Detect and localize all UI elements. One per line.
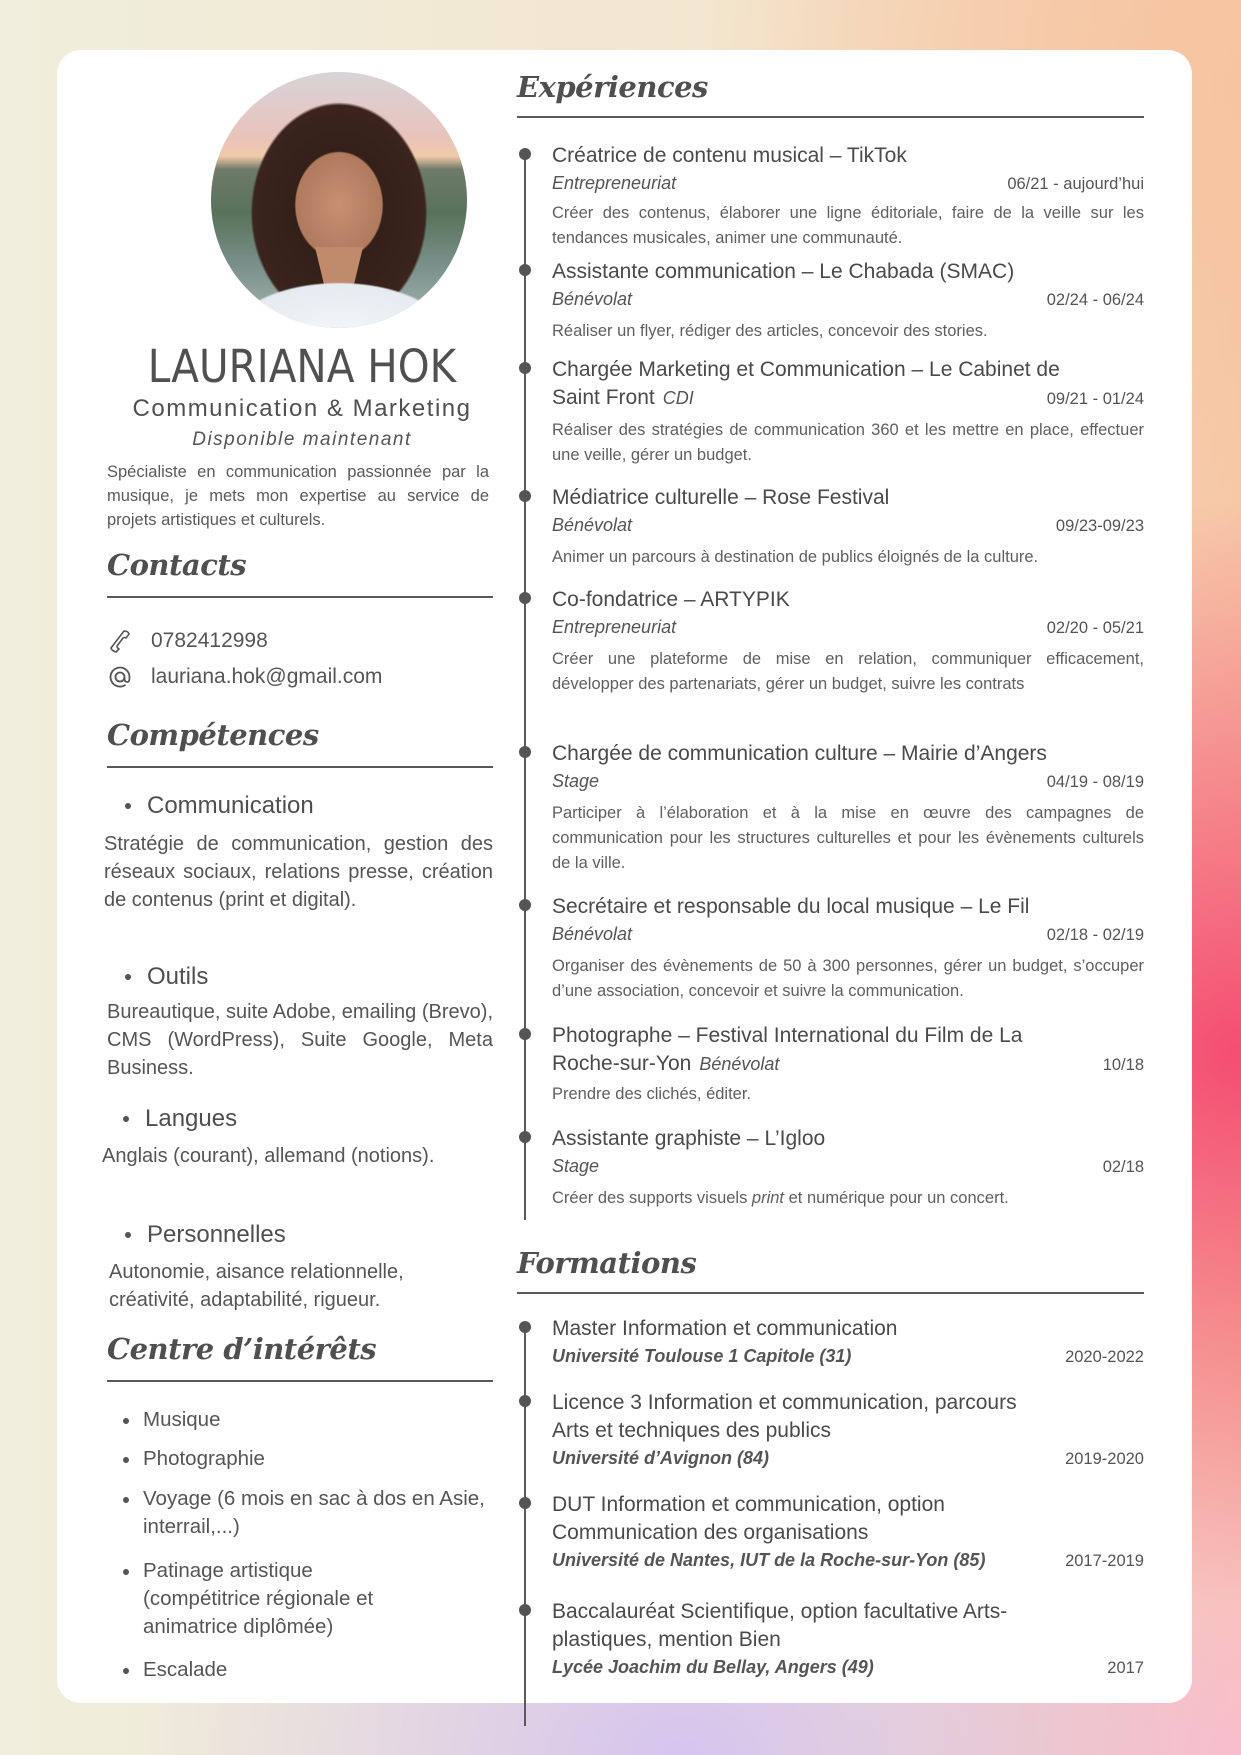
experience-desc-part: Créer des supports visuels [552,1189,752,1207]
availability-status: Disponible maintenant [192,429,412,450]
interests-heading: Centre d’intérêts [107,1332,493,1382]
experience-title-text: Chargée Marketing et Communication – Le Cabinet de Saint Front [552,358,1060,409]
skill-group-desc: Anglais (courant), allemand (notions). [102,1145,435,1167]
at-icon [107,664,151,690]
interest-item: Patinage artistique (compétitrice régionale et animatrice diplômée) [143,1557,433,1641]
cv-card [57,50,1192,1703]
experience-type: Stage [552,1156,600,1176]
email-link[interactable]: lauriana.hok@gmail.com [151,665,383,688]
experience-desc: Prendre des clichés, éditer. [552,1085,752,1103]
experience-desc: Réaliser un flyer, rédiger des articles, concevoir des stories. [552,322,988,340]
timeline-dot-icon [519,490,531,502]
experience-title: Co-fondatrice – ARTYPIK [552,588,790,611]
education-date: 2017 [1107,1659,1144,1677]
timeline-dot-icon [519,264,531,276]
contact-email [107,664,382,690]
education-title: Master Information et communication [552,1317,898,1340]
timeline-dot-icon [519,1497,531,1509]
skill-group-title [125,1221,286,1249]
skill-group-label: Communication [147,792,314,819]
experience-date: 02/18 - 02/19 [1046,926,1144,944]
profile-summary: Spécialiste en communication passionnée par la musique, je mets mon expertise au service de projets artistiques et culturels. [107,463,489,529]
timeline-dot-icon [519,1028,531,1040]
education-entry [517,1315,1144,1370]
timeline-dot-icon [519,1604,531,1616]
candidate-name: LAURIANA HOK [147,340,457,393]
skills-heading: Compétences [107,718,493,768]
profile-photo [211,72,467,328]
photo-shirt-shape [211,248,467,328]
education-date: 2019-2020 [1065,1450,1144,1468]
experience-entry [517,586,1144,697]
experience-title: Médiatrice culturelle – Rose Festival [552,486,890,509]
skill-group-label: Langues [145,1105,238,1132]
experience-type: Entrepreneuriat [552,617,677,637]
candidate-title: Communication & Marketing [132,395,472,422]
interest-item: Voyage (6 mois en sac à dos en Asie, interrail,...) [143,1485,493,1541]
experience-type: Stage [552,771,600,791]
phone-icon [107,628,151,654]
education-title: Licence 3 Information et communication, parcours Arts et techniques des publics [552,1391,1017,1442]
experience-entry [517,740,1144,876]
education-date: 2017-2019 [1065,1552,1144,1570]
experience-date: 02/24 - 06/24 [1046,291,1144,309]
timeline-dot-icon [519,592,531,604]
contacts-heading: Contacts [107,548,493,598]
timeline-dot-icon [519,1131,531,1143]
experience-desc: Créer une plateforme de mise en relation, communiquer efficacement, développer des partenariats, gérer un budget, suivre les contrats [552,650,1144,693]
experience-title: Créatrice de contenu musical – TikTok [552,144,907,167]
experience-desc-part: et numérique pour un concert. [784,1189,1009,1207]
education-school: Université Toulouse 1 Capitole (31) [552,1346,852,1366]
experience-type: Bénévolat [699,1054,780,1074]
interest-item: Escalade [143,1656,493,1684]
timeline-dot-icon [519,362,531,374]
skill-group-title [125,792,314,820]
experience-desc-emphasis: print [751,1189,785,1207]
education-title: Baccalauréat Scientifique, option facultative Arts-plastiques, mention Bien [552,1600,1008,1651]
experience-date: 04/19 - 08/19 [1046,773,1144,791]
experience-entry [517,1022,1144,1107]
bullet-icon [125,1232,131,1238]
experience-title [552,1022,1072,1078]
experience-title-text: Photographe – Festival International du Film de La Roche-sur-Yon [552,1024,1023,1075]
experience-title: Assistante graphiste – L’Igloo [552,1127,826,1150]
experience-type: Bénévolat [552,515,633,535]
experience-type: Bénévolat [552,924,633,944]
skill-group-label: Personnelles [147,1221,286,1248]
experience-desc: Réaliser des stratégies de communication 360 et les mettre en place, effectuer une veille, gérer un budget. [552,421,1144,464]
education-school: Université de Nantes, IUT de la Roche-sur-Yon (85) [552,1550,986,1570]
experience-desc: Créer des contenus, élaborer une ligne éditoriale, faire de la veille sur les tendances musicales, animer une communauté. [552,204,1144,247]
skill-group-title [125,963,208,991]
experience-entry [517,356,1144,468]
experience-entry [517,142,1144,251]
skill-group-desc: Bureautique, suite Adobe, emailing (Brevo), CMS (WordPress), Suite Google, Meta Business. [107,1001,493,1079]
education-school: Lycée Joachim du Bellay, Angers (49) [552,1657,874,1677]
experience-title: Chargée de communication culture – Mairie d’Angers [552,742,1047,765]
experience-title: Assistante communication – Le Chabada (SMAC) [552,260,1015,283]
timeline-dot-icon [519,1321,531,1333]
bullet-icon [125,803,131,809]
experience-date: 10/18 [1102,1056,1144,1074]
experiences-heading: Expériences [517,70,1144,118]
education-entry [517,1598,1144,1681]
timeline-dot-icon [519,1395,531,1407]
bullet-icon [123,1116,129,1122]
education-school: Université d’Avignon (84) [552,1448,770,1468]
phone-link[interactable]: 0782412998 [151,629,268,652]
timeline-dot-icon [519,746,531,758]
experience-desc: Organiser des évènements de 50 à 300 personnes, gérer un budget, s’occuper d’une association, concevoir et suivre la communication. [552,957,1144,1000]
experience-entry [517,893,1144,1004]
experience-desc: Participer à l’élaboration et à la mise en œuvre des campagnes de communication pour les structures culturelles et pour les évènements culturels de la ville. [552,804,1144,872]
experience-date: 02/20 - 05/21 [1046,619,1144,637]
skill-group-desc: Stratégie de communication, gestion des réseaux sociaux, relations presse, création de contenus (print et digital). [104,833,493,911]
skill-group-title [123,1105,237,1133]
education-entry [517,1491,1144,1574]
experience-entry [517,258,1144,344]
education-heading: Formations [517,1246,1144,1294]
interest-item: Photographie [143,1445,493,1473]
education-entry [517,1389,1144,1472]
timeline-dot-icon [519,148,531,160]
contact-phone [107,628,268,654]
experience-desc [552,1186,1144,1211]
education-date: 2020-2022 [1065,1348,1144,1366]
timeline-dot-icon [519,899,531,911]
skill-group-desc: Autonomie, aisance relationnelle, créativité, adaptabilité, rigueur. [109,1261,404,1311]
experience-date: 09/21 - 01/24 [1046,390,1144,408]
interest-item: Musique [143,1406,493,1434]
experience-date: 02/18 [1102,1158,1144,1176]
experience-type: CDI [662,388,694,408]
experience-date: 06/21 - aujourd’hui [1007,175,1144,193]
experience-title: Secrétaire et responsable du local musique – Le Fil [552,895,1030,918]
experience-entry [517,484,1144,570]
experience-title [552,356,1112,412]
bullet-icon [125,974,131,980]
experience-type: Entrepreneuriat [552,173,677,193]
experience-date: 09/23-09/23 [1055,517,1144,535]
experience-entry [517,1125,1144,1211]
experience-type: Bénévolat [552,289,633,309]
experience-desc: Animer un parcours à destination de publics éloignés de la culture. [552,548,1039,566]
skill-group-label: Outils [147,963,209,990]
education-title: DUT Information et communication, option Communication des organisations [552,1493,945,1544]
